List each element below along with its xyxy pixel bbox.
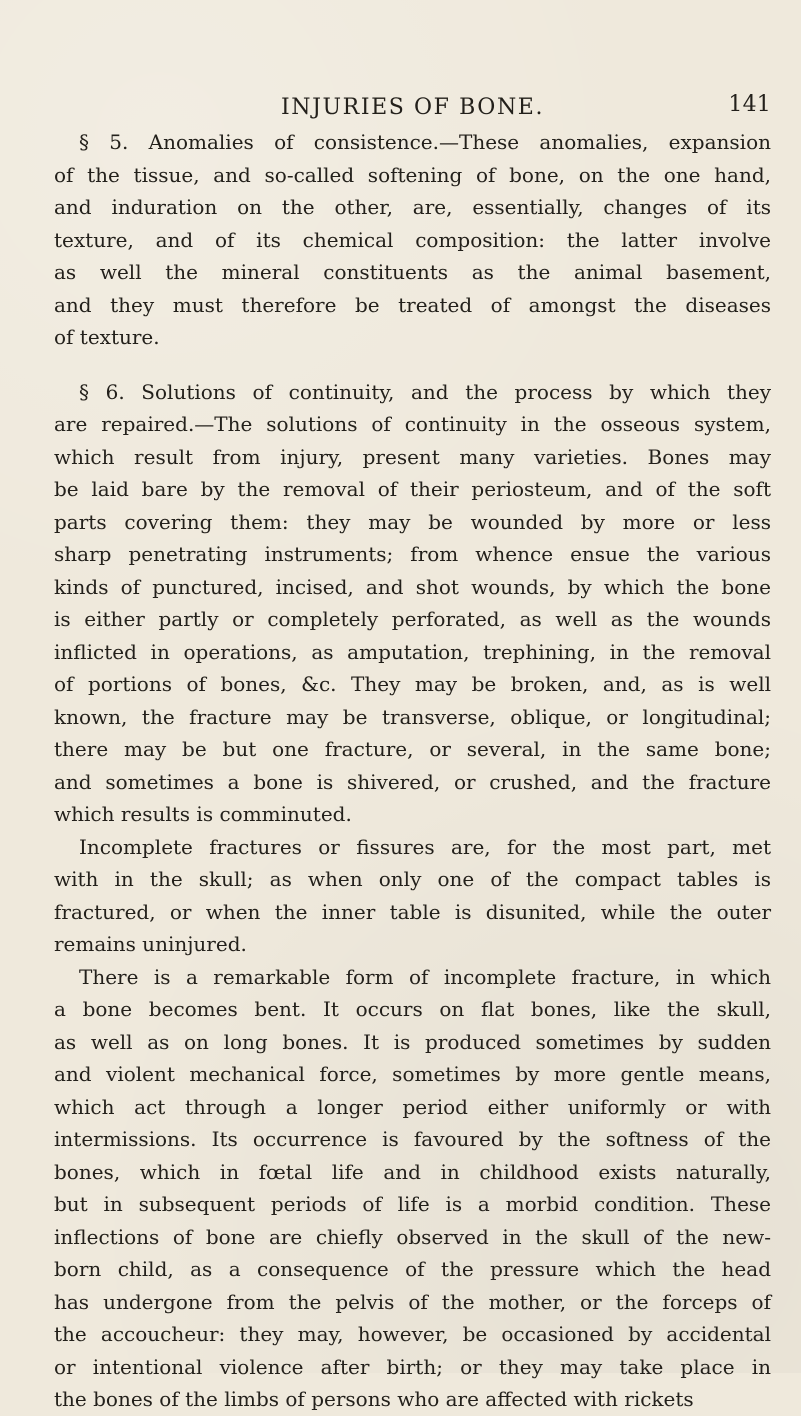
text-line: is either partly or completely perforated, as well as the wounds — [54, 607, 771, 631]
text-line: remains uninjured. — [54, 932, 247, 956]
text-line: There is a remarkable form of incomplete fracture, in which — [79, 964, 771, 989]
text-line: inflicted in operations, as amputation, trephining, in the removal — [54, 639, 771, 664]
text-line: intermissions. Its occurrence is favoured by the softness of the — [54, 1127, 771, 1151]
text-line: bones, which in fœtal life and in childhood exists naturally, — [54, 1159, 771, 1184]
text-line: has undergone from the pelvis of the mother, or the forceps of — [54, 1289, 771, 1314]
text-line: sharp penetrating instruments; from whence ensue the various — [54, 542, 771, 566]
text-line: but in subsequent periods of life is a morbid condition. These — [54, 1192, 771, 1216]
text-line: as well the mineral constituents as the animal basement, — [54, 260, 771, 284]
text-line: inflections of bone are chiefly observed in the skull of the new- — [54, 1224, 771, 1249]
text-line: there may be but one fracture, or several, in the same bone; — [54, 737, 771, 761]
text-line: be laid bare by the removal of their periosteum, and of the soft — [54, 477, 771, 501]
text-line: kinds of punctured, incised, and shot wounds, by which the bone — [54, 574, 771, 599]
text-line: and they must therefore be treated of amongst the diseases — [54, 292, 771, 317]
text-line: § 5. Anomalies of consistence.—These anomalies, expansion — [79, 130, 771, 154]
text-line: and violent mechanical force, sometimes by more gentle means, — [54, 1062, 771, 1086]
text-line: of the tissue, and so-called softening of bone, on the one hand, — [54, 162, 771, 187]
paragraph-bent-bone — [54, 961, 771, 1416]
text-line: of portions of bones, &c. They may be broken, and, as is well — [54, 672, 771, 696]
text-line: § 6. Solutions of continuity, and the process by which they — [79, 379, 771, 404]
page-header-title: INJURIES OF BONE. — [280, 94, 545, 120]
paragraph-solutions-continuity — [54, 376, 771, 831]
text-line: texture, and of its chemical composition: the latter involve — [54, 227, 771, 252]
text-line: as well as on long bones. It is produced sometimes by sudden — [54, 1029, 771, 1054]
text-line: fractured, or when the inner table is disunited, while the outer — [54, 899, 771, 924]
paragraph-gap — [54, 354, 771, 376]
text-line: Incomplete fractures or fissures are, for the most part, met — [79, 834, 771, 859]
text-line: known, the fracture may be transverse, oblique, or longitudinal; — [54, 704, 771, 729]
running-head — [54, 92, 771, 122]
text-line: which results is comminuted. — [54, 802, 352, 826]
paragraph-incomplete-fractures — [54, 831, 771, 961]
text-line: are repaired.—The solutions of continuity in the osseous system, — [54, 412, 771, 436]
text-line: which result from injury, present many varieties. Bones may — [54, 444, 771, 469]
text-line: which act through a longer period either uniformly or with — [54, 1094, 771, 1119]
text-line: the bones of the limbs of persons who are affected with rickets — [54, 1387, 694, 1411]
text-line: with in the skull; as when only one of the compact tables is — [54, 867, 771, 891]
text-line: and sometimes a bone is shivered, or crushed, and the fracture — [54, 769, 771, 794]
page-content — [54, 126, 771, 1416]
text-line: a bone becomes bent. It occurs on flat bones, like the skull, — [54, 997, 771, 1021]
text-line: and induration on the other, are, essentially, changes of its — [54, 195, 771, 219]
page-number: 141 — [728, 92, 771, 117]
text-line: parts covering them: they may be wounded by more or less — [54, 509, 771, 534]
text-line: of texture. — [54, 325, 160, 349]
text-line: the accoucheur: they may, however, be occasioned by accidental — [54, 1322, 771, 1346]
text-line: or intentional violence after birth; or they may take place in — [54, 1354, 771, 1379]
paragraph-anomalies-consistence — [54, 126, 771, 354]
text-line: born child, as a consequence of the pressure which the head — [54, 1257, 771, 1281]
